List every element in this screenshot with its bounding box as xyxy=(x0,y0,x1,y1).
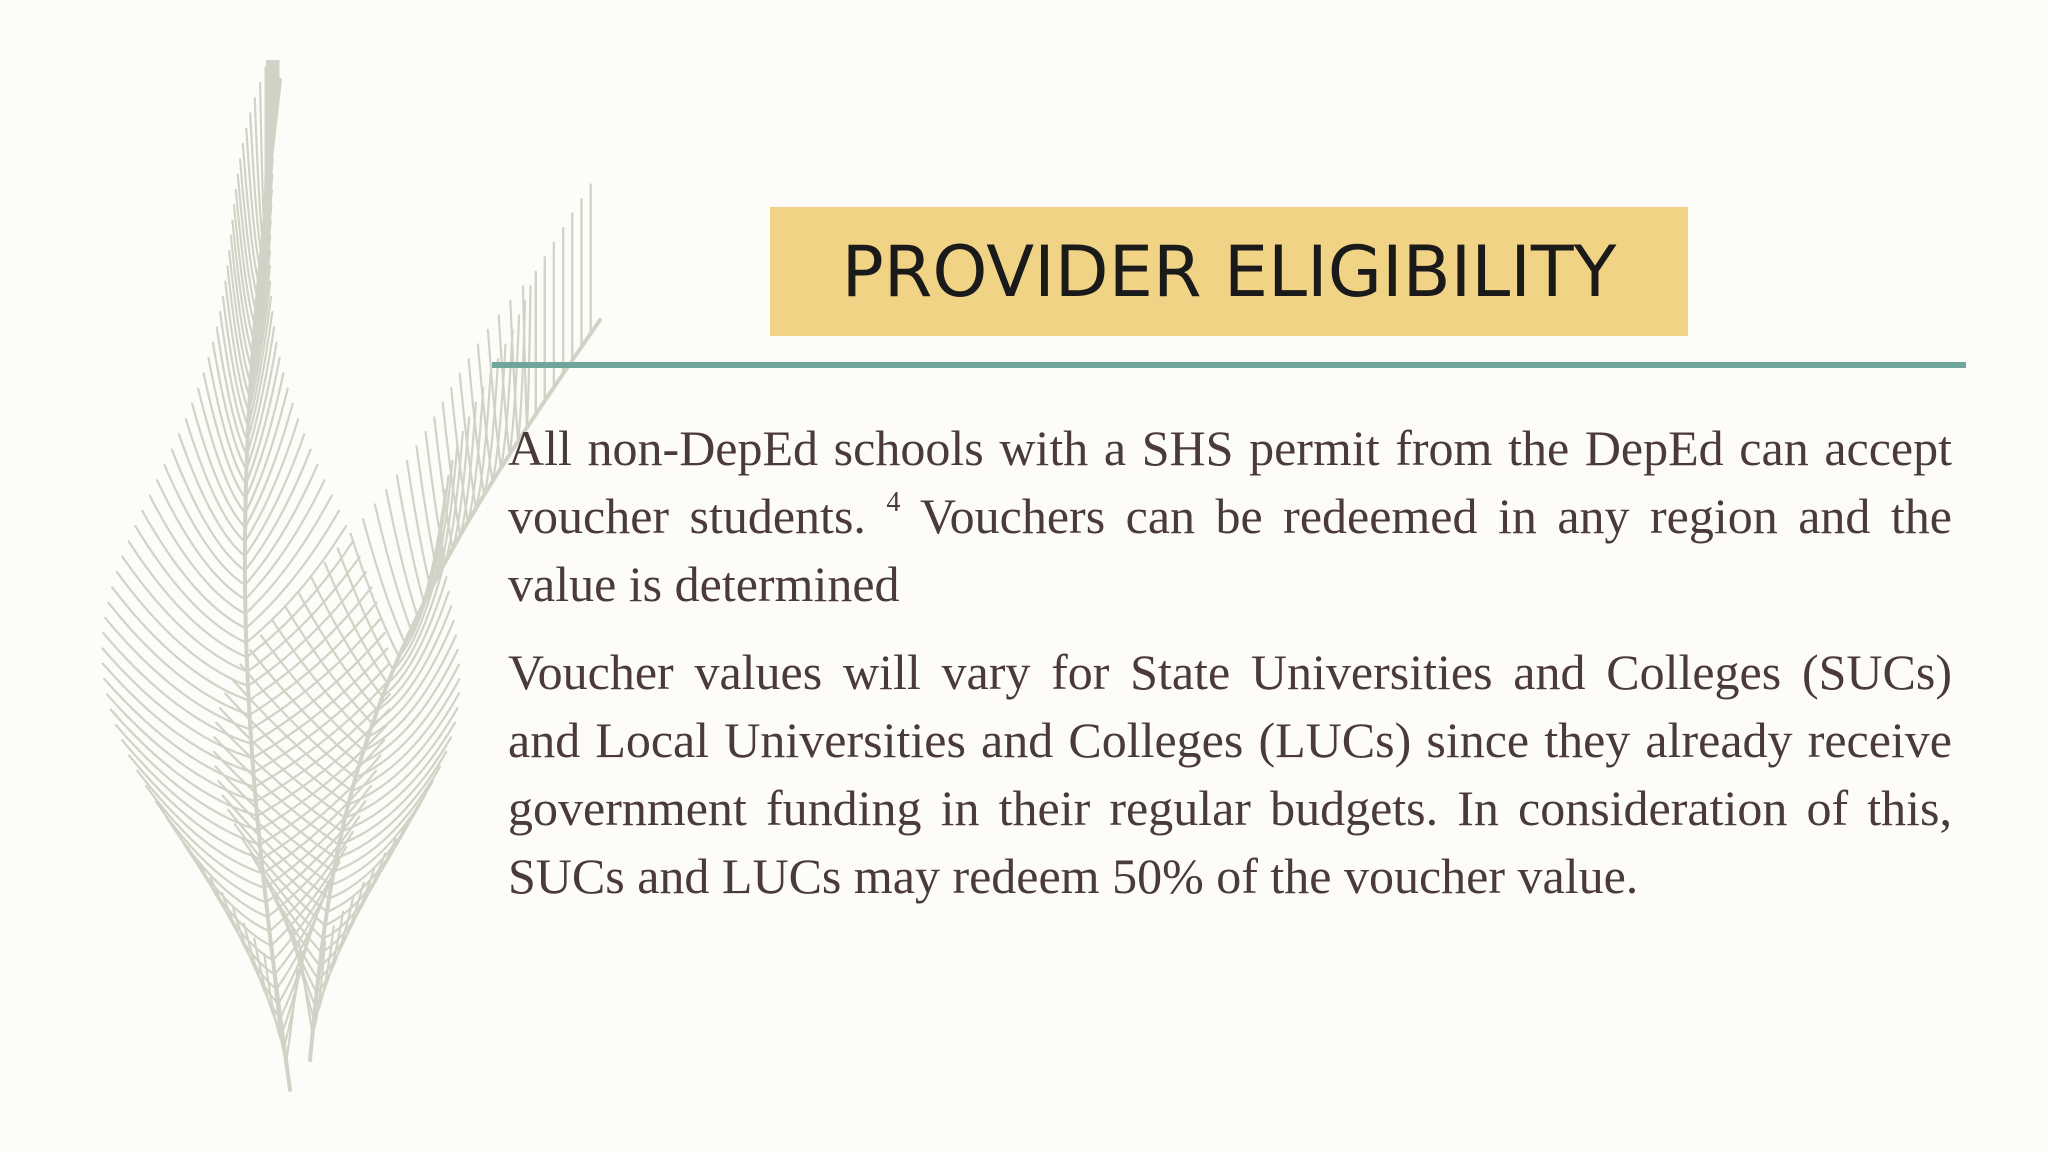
body-text xyxy=(508,414,1952,930)
slide-title: PROVIDER ELIGIBILITY xyxy=(841,230,1617,313)
title-banner xyxy=(770,207,1688,336)
paragraph-eligibility-continued: Vouchers can be redeemed in any region and the value is determined xyxy=(508,488,1953,612)
paragraph-eligibility xyxy=(508,414,1952,618)
paragraph-voucher-values: Voucher values will vary for State Universities and Colleges (SUCs) and Local Universities and Colleges (LUCs) since they already receive government funding in their regular budgets. In consideration of this, SUCs and LUCs may redeem 50% of the voucher value. xyxy=(508,644,1952,904)
footnote-marker: 4 xyxy=(886,487,901,519)
title-divider xyxy=(492,362,1966,368)
paragraph-eligibility-text: All non-DepEd schools with a SHS permit from the DepEd can accept voucher students. xyxy=(508,420,1952,544)
